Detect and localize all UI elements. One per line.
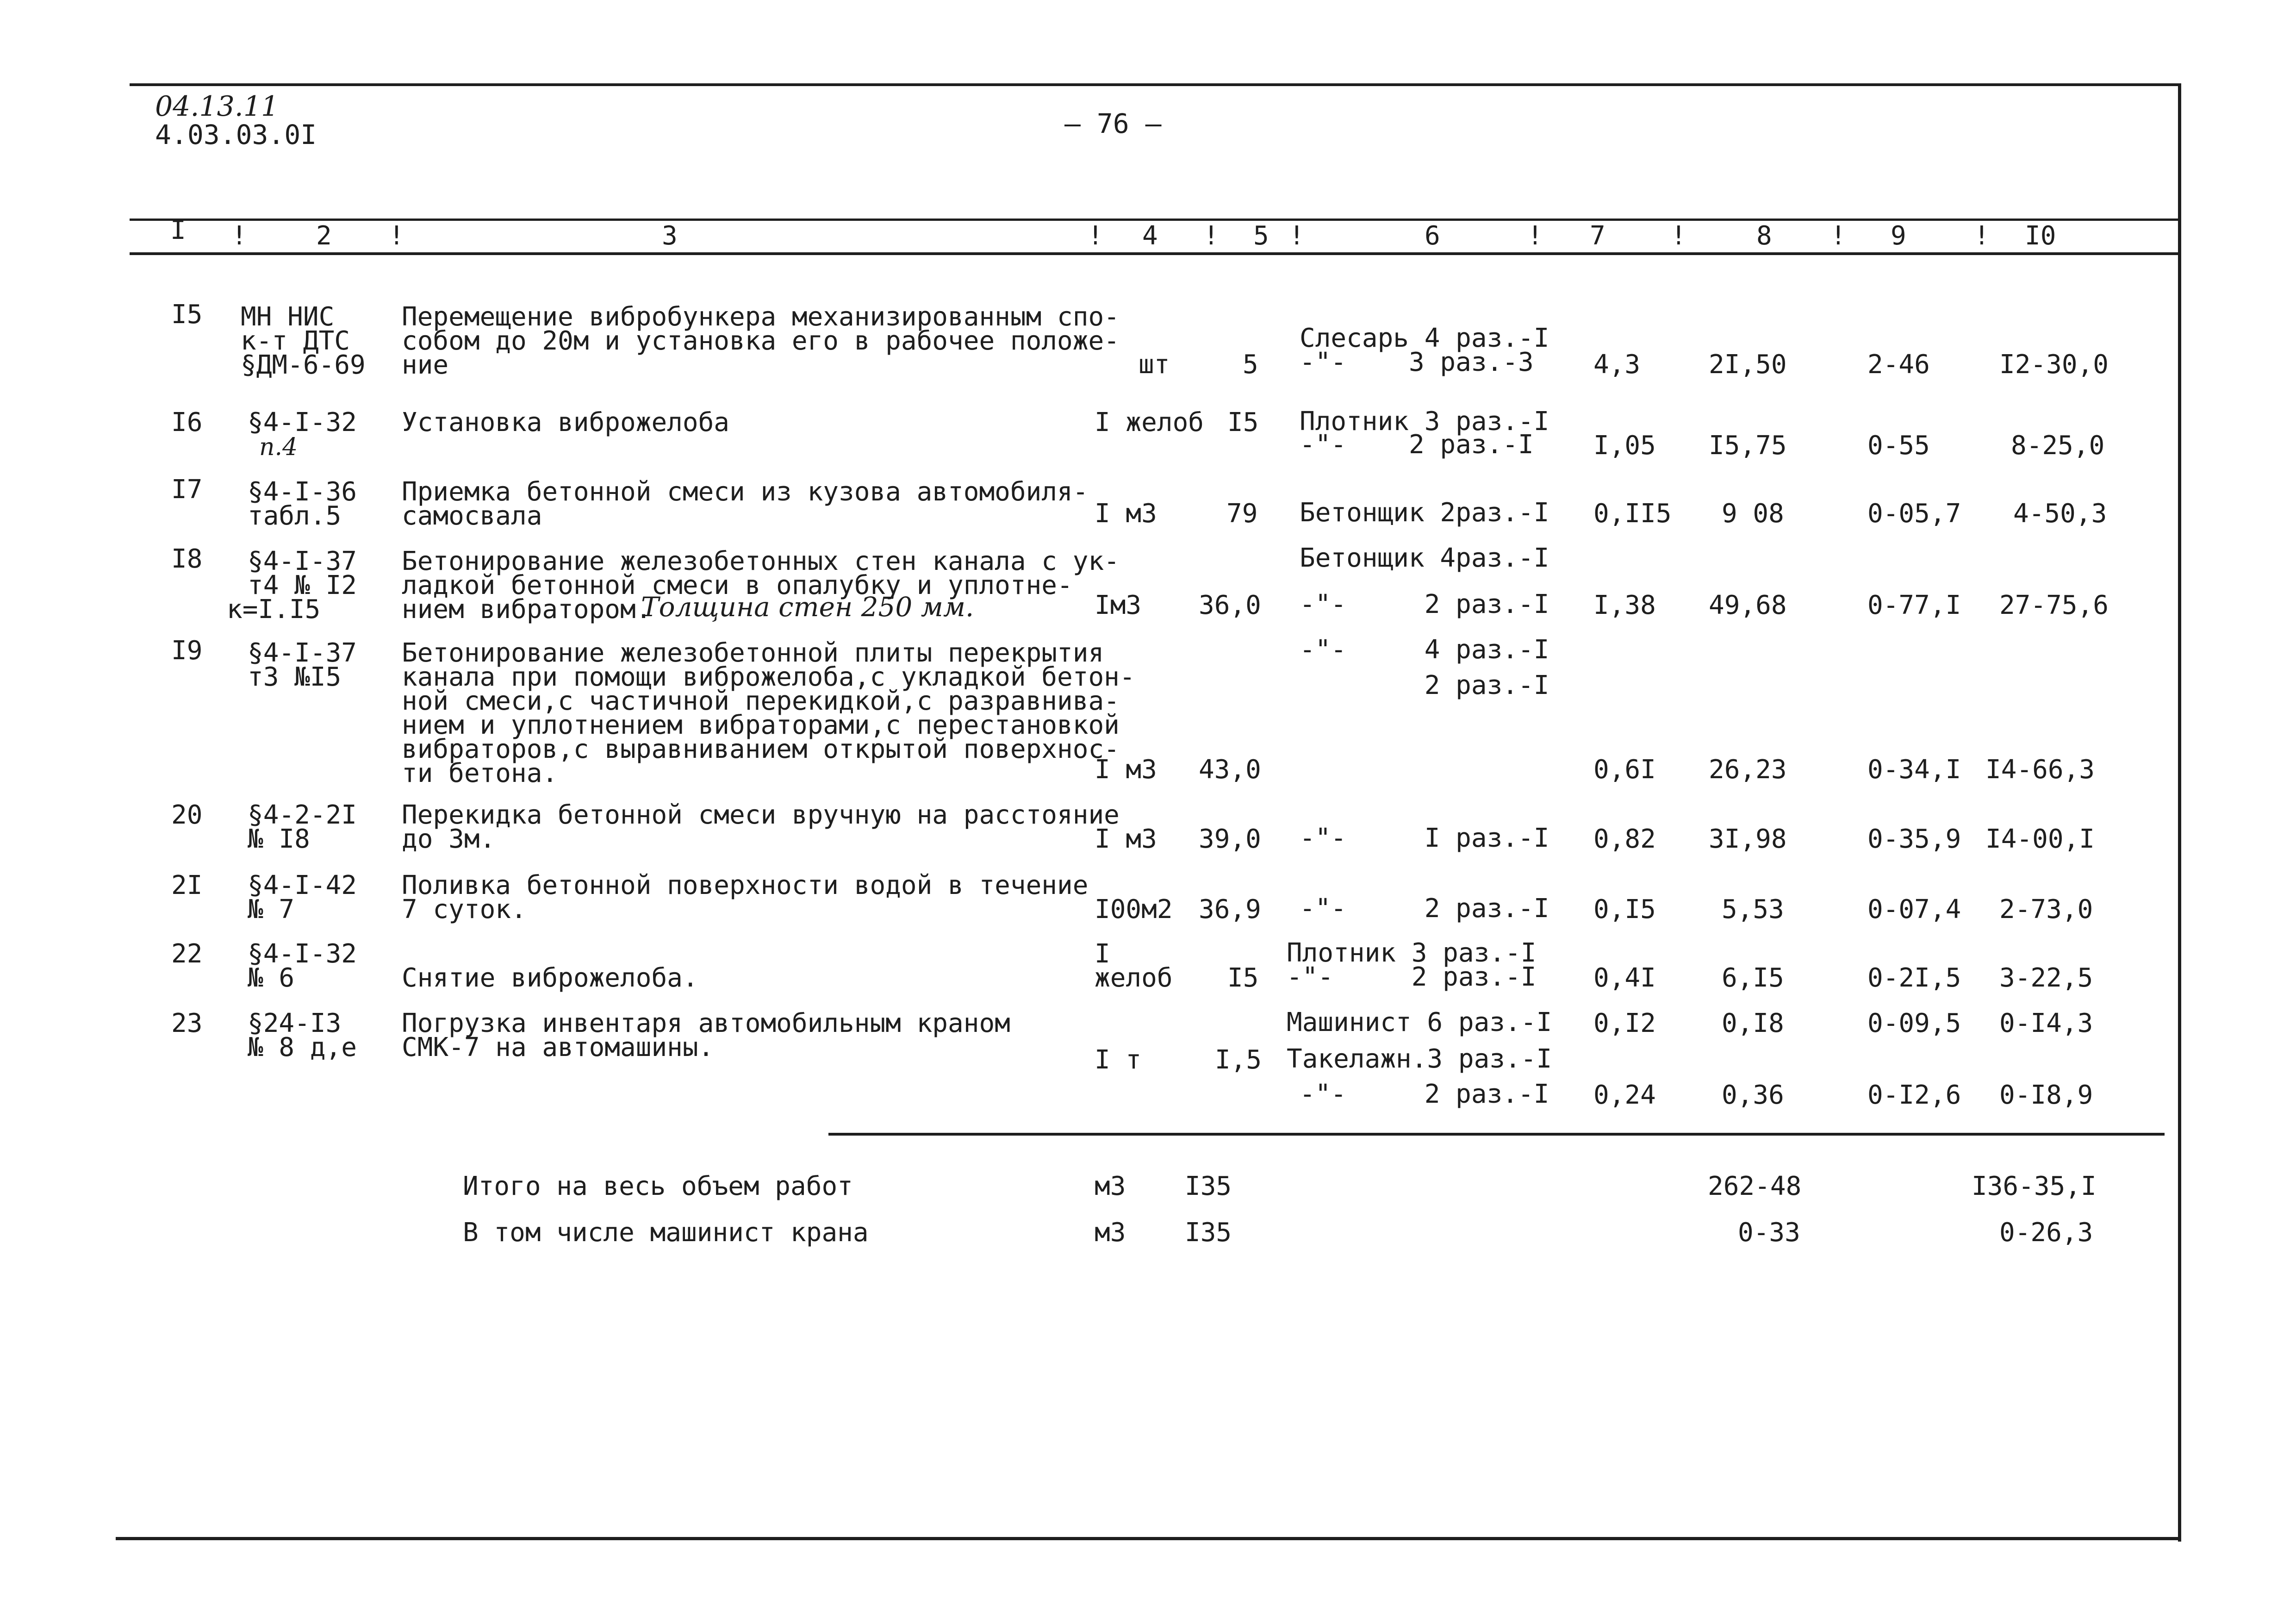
column-separator: ! <box>1671 221 1686 251</box>
cost-per-unit: 0-34,I <box>1867 755 1961 785</box>
totals-labor: 262-48 <box>1708 1171 1802 1201</box>
labor-per-unit: 0,II5 <box>1593 499 1672 529</box>
labor-total: 0,I8 <box>1722 1008 1784 1038</box>
column-number: 7 <box>1590 221 1605 251</box>
norm-reference: № 7 <box>248 894 295 924</box>
norm-reference: §4-2-2I <box>248 800 357 830</box>
quantity: 36,0 <box>1199 590 1261 620</box>
top-border <box>130 83 2181 86</box>
unit: I желоб <box>1095 407 1204 437</box>
row-number: I5 <box>171 300 203 330</box>
work-description: Поливка бетонной поверхности водой в течение <box>402 870 1089 900</box>
column-separator: ! <box>1830 221 1846 251</box>
cost-per-unit: 0-35,9 <box>1867 824 1961 854</box>
labor-total: I5,75 <box>1709 431 1787 461</box>
labor-per-unit: 0,4I <box>1593 963 1656 993</box>
work-description: ти бетона. <box>402 758 558 788</box>
unit: I00м2 <box>1095 894 1173 924</box>
worker-crew: Бетонщик 2раз.-I <box>1300 498 1549 528</box>
labor-per-unit: I,05 <box>1593 431 1656 461</box>
cost-per-unit: 0-2I,5 <box>1867 963 1961 993</box>
worker-crew: Слесарь 4 раз.-I <box>1300 323 1549 353</box>
norm-reference: т4 № I2 <box>248 570 357 600</box>
norm-reference: т3 №I5 <box>248 662 342 692</box>
cost-per-unit: 0-09,5 <box>1867 1008 1961 1038</box>
quantity: 79 <box>1226 499 1258 529</box>
labor-per-unit: 0,6I <box>1593 755 1656 785</box>
quantity: I,5 <box>1215 1045 1262 1075</box>
document-code: 4.03.03.0I <box>155 119 317 150</box>
column-number: I <box>170 215 186 245</box>
column-number: 6 <box>1425 221 1440 251</box>
norm-reference: §4-I-32 <box>248 939 357 969</box>
labor-per-unit: 0,24 <box>1593 1080 1656 1110</box>
totals-label: Итого на весь объем работ <box>463 1171 853 1201</box>
row-number: 2I <box>171 870 203 900</box>
labor-per-unit: 0,I2 <box>1593 1008 1656 1038</box>
totals-unit: м3 <box>1095 1218 1126 1248</box>
column-number: 9 <box>1891 221 1906 251</box>
labor-total: 9 08 <box>1722 499 1784 529</box>
cost-total: I4-00,I <box>1985 824 2095 854</box>
column-separator: ! <box>1088 221 1103 251</box>
totals-cost: 0-26,3 <box>1999 1218 2093 1248</box>
worker-crew: -"- 2 раз.-I <box>1300 1079 1549 1109</box>
work-description: самосвала <box>402 501 542 531</box>
norm-reference: §ДМ-6-69 <box>241 350 366 380</box>
column-separator: ! <box>389 221 404 251</box>
row-number: I9 <box>171 636 203 666</box>
work-description: Перекидка бетонной смеси вручную на расстояние <box>402 800 1120 830</box>
handwritten-code: 04.13.11 <box>155 90 279 123</box>
cost-total: 0-I8,9 <box>1999 1080 2093 1110</box>
labor-per-unit: 0,I5 <box>1593 894 1656 924</box>
norm-reference: к-т ДТС <box>241 326 350 356</box>
handwritten-note: Толщина стен 250 мм. <box>641 591 974 623</box>
worker-crew: -"- 4 раз.-I <box>1300 635 1549 665</box>
unit: I м3 <box>1095 824 1157 854</box>
work-description: Приемка бетонной смеси из кузова автомобиля- <box>402 477 1089 507</box>
page-number: — 76 — <box>1064 108 1162 139</box>
worker-crew: Машинист 6 раз.-I <box>1287 1007 1552 1037</box>
labor-total: 2I,50 <box>1709 350 1787 380</box>
quantity: 5 <box>1243 350 1258 380</box>
labor-total: 6,I5 <box>1722 963 1784 993</box>
norm-reference: № 6 <box>248 963 295 993</box>
work-description: нием и уплотнением вибраторами,с перестановкой <box>402 710 1120 740</box>
work-description: 7 суток. <box>402 894 527 924</box>
totals-unit: м3 <box>1095 1171 1126 1201</box>
quantity: 43,0 <box>1199 755 1261 785</box>
norm-reference: §4-I-32 <box>248 407 357 437</box>
unit: I т <box>1095 1045 1142 1075</box>
worker-crew: Такелажн.3 раз.-I <box>1287 1044 1552 1074</box>
work-description: ние <box>402 350 449 380</box>
norm-reference: МН НИС <box>241 302 335 332</box>
bottom-border <box>116 1537 2181 1540</box>
labor-total: 0,36 <box>1722 1080 1784 1110</box>
norm-reference: табл.5 <box>248 501 342 531</box>
work-description: Установка виброжелоба <box>402 407 730 437</box>
row-number: 22 <box>171 939 203 969</box>
worker-crew: -"- 2 раз.-I <box>1300 430 1534 460</box>
cost-per-unit: 0-I2,6 <box>1867 1080 1961 1110</box>
labor-per-unit: I,38 <box>1593 590 1656 620</box>
work-description: СМК-7 на автомашины. <box>402 1032 714 1062</box>
column-number: I0 <box>2025 221 2056 251</box>
column-separator: ! <box>231 221 247 251</box>
work-description: Перемещение вибробункера механизированным спо- <box>402 302 1120 332</box>
row-number: I6 <box>171 407 203 437</box>
worker-crew: -"- 2 раз.-I <box>1300 893 1549 924</box>
quantity: 39,0 <box>1199 824 1261 854</box>
unit: шт <box>1139 350 1170 380</box>
totals-label: В том числе машинист крана <box>463 1218 869 1248</box>
cost-total: 27-75,6 <box>1999 590 2109 620</box>
unit: I <box>1095 939 1110 969</box>
work-description: ной смеси,с частичной перекидкой,с разравнива- <box>402 686 1120 716</box>
work-description: вибраторов,с выравниванием открытой поверхнос- <box>402 734 1120 764</box>
row-number: 23 <box>171 1008 203 1038</box>
worker-crew: -"- I раз.-I <box>1300 823 1549 853</box>
unit: желоб <box>1095 963 1173 993</box>
worker-crew: -"- 2 раз.-I <box>1287 962 1537 992</box>
column-header-bottom-rule <box>130 252 2178 255</box>
work-description: ладкой бетонной смеси в опалубку и уплотне- <box>402 570 1073 600</box>
work-description: нием вибратором. <box>402 594 652 625</box>
work-description: Снятие виброжелоба. <box>402 963 698 993</box>
labor-total: 3I,98 <box>1709 824 1787 854</box>
unit: I м3 <box>1095 499 1157 529</box>
cost-total: I4-66,3 <box>1985 755 2095 785</box>
column-separator: ! <box>1527 221 1543 251</box>
cost-total: 8-25,0 <box>2011 431 2105 461</box>
norm-reference: № I8 <box>248 824 310 854</box>
quantity: I5 <box>1227 963 1259 993</box>
cost-total: I2-30,0 <box>1999 350 2109 380</box>
labor-total: 5,53 <box>1722 894 1784 924</box>
row-number: 20 <box>171 800 203 830</box>
column-number: 8 <box>1756 221 1772 251</box>
column-separator: ! <box>1289 221 1305 251</box>
totals-rule <box>828 1133 2165 1136</box>
labor-per-unit: 0,82 <box>1593 824 1656 854</box>
labor-per-unit: 4,3 <box>1593 350 1641 380</box>
column-separator: ! <box>1974 221 1990 251</box>
worker-crew: Плотник 3 раз.-I <box>1287 938 1537 968</box>
worker-crew: -"- 3 раз.-3 <box>1300 347 1534 377</box>
worker-crew: -"- 2 раз.-I <box>1300 589 1549 619</box>
column-number: 2 <box>316 221 332 251</box>
right-border <box>2178 83 2181 1542</box>
worker-crew: Плотник 3 раз.-I <box>1300 406 1549 437</box>
work-description: Бетонирование железобетонных стен канала с ук- <box>402 546 1120 576</box>
cost-total: 0-I4,3 <box>1999 1008 2093 1038</box>
norm-reference: §4-I-37 <box>248 546 357 576</box>
cost-total: 2-73,0 <box>1999 894 2093 924</box>
unit: Iм3 <box>1095 590 1142 620</box>
norm-reference: §4-I-37 <box>248 638 357 668</box>
labor-total: 49,68 <box>1709 590 1787 620</box>
norm-reference: §4-I-42 <box>248 870 357 900</box>
work-description: собом до 20м и установка его в рабочее положе- <box>402 326 1120 356</box>
row-number: I8 <box>171 544 203 574</box>
cost-per-unit: 0-77,I <box>1867 590 1961 620</box>
cost-total: 3-22,5 <box>1999 963 2093 993</box>
totals-cost: I36-35,I <box>1972 1171 2097 1201</box>
quantity: I5 <box>1227 407 1259 437</box>
work-description: Бетонирование железобетонной плиты перекрытия <box>402 638 1104 668</box>
cost-per-unit: 0-07,4 <box>1867 894 1961 924</box>
unit: I м3 <box>1095 755 1157 785</box>
cost-per-unit: 0-05,7 <box>1867 499 1961 529</box>
row-number: I7 <box>171 475 203 505</box>
column-number: 5 <box>1253 221 1269 251</box>
work-description: канала при помощи виброжелоба,с укладкой бетон- <box>402 662 1135 692</box>
cost-per-unit: 0-55 <box>1867 431 1930 461</box>
norm-reference: §24-I3 <box>248 1008 342 1038</box>
norm-reference: к=I.I5 <box>227 594 321 625</box>
norm-reference-handwritten: п.4 <box>259 433 298 461</box>
column-separator: ! <box>1203 221 1219 251</box>
worker-crew: Бетонщик 4раз.-I <box>1300 543 1549 573</box>
work-description: Погрузка инвентаря автомобильным краном <box>402 1008 1010 1038</box>
worker-crew: 2 раз.-I <box>1300 670 1549 700</box>
work-description: до 3м. <box>402 824 496 854</box>
labor-total: 26,23 <box>1709 755 1787 785</box>
cost-total: 4-50,3 <box>2013 499 2107 529</box>
norm-reference: §4-I-36 <box>248 477 357 507</box>
cost-per-unit: 2-46 <box>1867 350 1930 380</box>
quantity: 36,9 <box>1199 894 1261 924</box>
totals-labor: 0-33 <box>1738 1218 1800 1248</box>
totals-quantity: I35 <box>1185 1218 1232 1248</box>
column-number: 4 <box>1142 221 1158 251</box>
totals-quantity: I35 <box>1185 1171 1232 1201</box>
column-number: 3 <box>662 221 678 251</box>
norm-reference: № 8 д,е <box>248 1032 357 1062</box>
